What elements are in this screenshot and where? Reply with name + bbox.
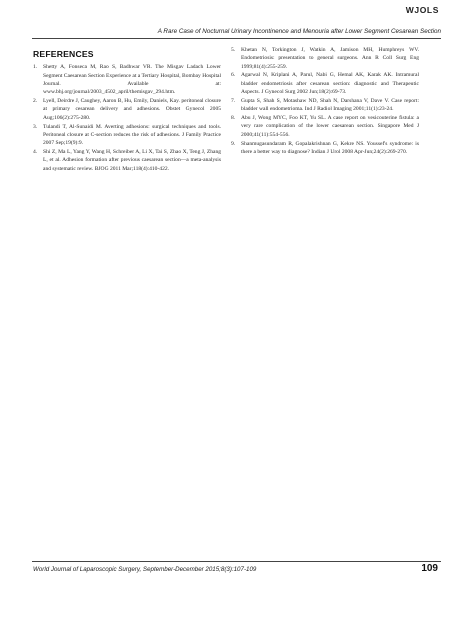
header-divider <box>32 38 441 39</box>
reference-item <box>231 114 419 139</box>
journal-abbreviation: WJOLS <box>405 5 439 15</box>
reference-number: 1. <box>33 64 38 71</box>
reference-number: 9. <box>231 140 236 147</box>
reference-text: Gupta S, Shah S, Motashaw ND, Shah N, Darshana V, Dave V. Case report: bladder wall endometrioma. Ind J Radiol Imaging 2001;11(1):23-24. <box>241 97 419 113</box>
references-heading: REFERENCES <box>33 49 94 59</box>
running-title: A Rare Case of Nocturnal Urinary Incontinence and Menouria after Lower Segment Cesarean Section <box>157 28 441 35</box>
reference-text: Shanmugasundaram R, Gopalakrishnan G, Kekre NS. Youssef's syndrome: is there a better way to diagnose? Indian J Urol 2008 Apr-Jun;24(2):269-270. <box>241 140 419 155</box>
footer-citation: World Journal of Laparoscopic Surgery, September-December 2015;8(3):107-109 <box>33 566 257 573</box>
reference-text: Tulandi T, Al-Sunaidi M. Averting adhesions: surgical techniques and tools. Peritoneal closure at C-section reduces the risk of adhesions. J Family Practice 2007 Sep;19(9):9. <box>43 123 221 147</box>
reference-item <box>33 97 221 122</box>
reference-list-left <box>33 63 221 173</box>
reference-text: Lyell, Deirdre J, Caughey, Aaron B, Hu, Emily, Daniels, Kay. peritoneal closure at primary cesarean delivery and adhesions. Obstet Gynecol 2005 Aug;106(2):275-280. <box>43 98 221 121</box>
page-number: 109 <box>421 563 438 574</box>
reference-number: 6. <box>231 72 236 79</box>
references-right-column <box>231 46 419 157</box>
reference-item <box>231 140 419 157</box>
reference-number: 5. <box>231 47 236 53</box>
reference-text: Shetty A, Fonseca M, Rao S, Badhwar VR. The Misgav Ladach Lower Segment Caesarean Section Experience at a Tertiary Hospital, Bombay Hospital Journal. Available at: www.bhj.org/journal/2003_4502_april/themisgav_294.htm. <box>43 64 221 96</box>
reference-text: Abu J, Wong MYC, Foo KT, Yu SL. A case report on vesicouterine fistula: a very rare complication of the lower caesarean section. Singapore Med J 2000;41(11):554-556. <box>241 115 419 138</box>
reference-text: Shi Z, Ma L, Yang Y, Wang H, Schreiber A, Li X, Tai S, Zhao X, Teng J, Zhang L, et al. Adhesion formation after previous caesarean section—a meta-analysis and systematic review. BJOG 2011 Mar;118(4):410-422. <box>43 149 221 172</box>
reference-list-right <box>231 46 419 156</box>
reference-item <box>231 46 419 71</box>
reference-item <box>231 71 419 96</box>
footer-divider <box>32 561 441 562</box>
reference-item <box>33 148 221 173</box>
references-left-column <box>33 44 221 174</box>
reference-number: 7. <box>231 97 236 104</box>
reference-number: 2. <box>33 98 38 105</box>
reference-number: 8. <box>231 115 236 122</box>
reference-text: Agarwal N, Kriplani A, Parul, Nabi G, Hemal AK, Karak AK. Intramural bladder endometriosis after cesarean section: diagnostic and Therapeutic Aspects. J Gynecol Surg 2002 Jun;18(2):69-73. <box>241 72 419 96</box>
reference-item <box>231 97 419 114</box>
reference-item <box>33 63 221 96</box>
reference-number: 3. <box>33 123 38 130</box>
reference-text: Khetan N, Torkington J, Watkin A, Jamison MH, Humphreys WV. Endometriosis: presentation to general surgeons. Ann R Coll Surg Eng 1999;81(4):255-259. <box>241 47 419 70</box>
reference-number: 4. <box>33 149 38 156</box>
reference-item <box>33 123 221 148</box>
